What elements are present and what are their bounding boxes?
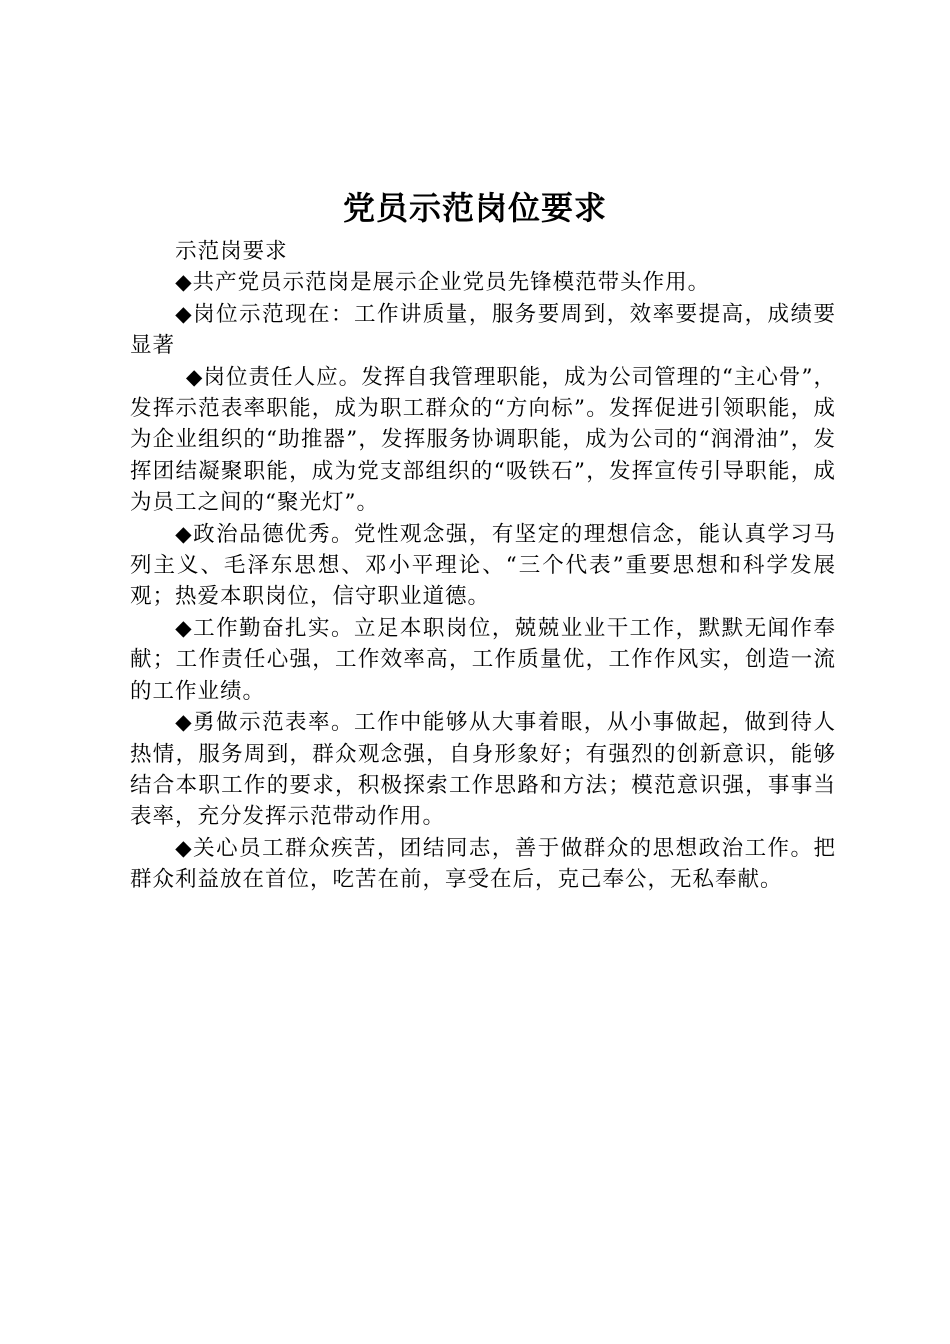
paragraph-responsibility: ◆岗位责任人应。发挥自我管理职能，成为公司管理的“主心骨”，发挥示范表率职能，成为职工群众的“方向标”。发挥促进引领职能，成为企业组织的“助推器”，发挥服务协调职能，成为公司的“润滑油”，发挥团结凝聚职能，成为党支部组织的“吸铁石”，发挥宣传引导职能，成为员工之间的“聚光灯”。 [130, 364, 836, 516]
document-title: 党员示范岗位要求 [342, 189, 607, 227]
paragraph-heading: 示范岗要求 [175, 239, 288, 264]
paragraph-intro: ◆共产党员示范岗是展示企业党员先锋模范带头作用。 [175, 270, 711, 296]
document-body [130, 236, 836, 896]
paragraph-political-virtue: ◆政治品德优秀。党性观念强，有坚定的理想信念，能认真学习马列主义、毛泽东思想、邓小平理论、“三个代表”重要思想和科学发展观；热爱本职岗位，信守职业道德。 [130, 521, 836, 610]
paragraph-diligence: ◆工作勤奋扎实。立足本职岗位，兢兢业业干工作，默默无闻作奉献；工作责任心强，工作效率高，工作质量优，工作作风实，创造一流的工作业绩。 [130, 615, 836, 704]
paragraph-care: ◆关心员工群众疾苦，团结同志，善于做群众的思想政治工作。把群众利益放在首位，吃苦在前，享受在后，克己奉公，无私奉献。 [130, 835, 836, 893]
paragraph-post-demo: ◆岗位示范现在：工作讲质量，服务要周到，效率要提高，成绩要显著 [130, 301, 836, 359]
paragraph-exemplary: ◆勇做示范表率。工作中能够从大事着眼，从小事做起，做到待人热情，服务周到，群众观念强，自身形象好；有强烈的创新意识，能够结合本职工作的要求，积极探索工作思路和方法；模范意识强，事事当表率，充分发挥示范带动作用。 [130, 710, 836, 830]
